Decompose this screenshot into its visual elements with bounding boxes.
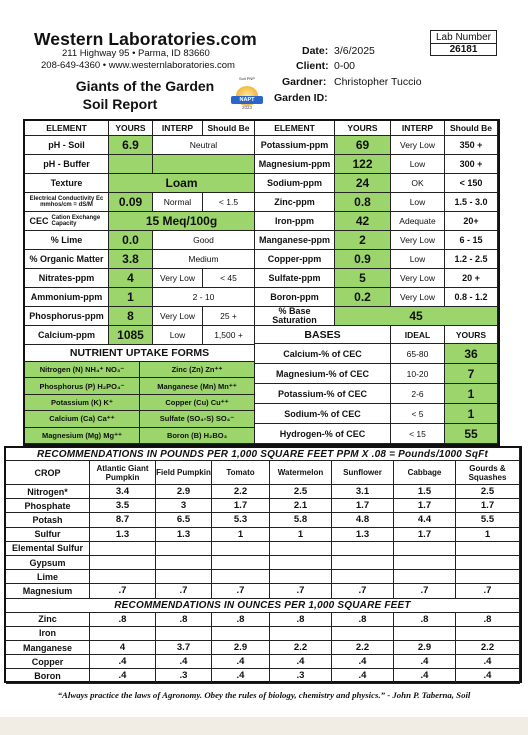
lbs-row-3-val-6: 1 [456,528,520,542]
crop-col-5: Cabbage [394,461,456,485]
garden-id-label: Garden ID: [274,92,328,104]
right-row-8-yours: 0.2 [335,288,391,307]
right-row-3-interp: Low [391,193,445,212]
left-header-element: ELEMENT [25,121,109,136]
right-row-4-should: 20+ [445,212,498,231]
lbs-row-3-label: Sulfur [6,528,90,542]
left-row-5-interp: Good [153,231,255,250]
cec-subtext: Cation Exchange Capacity [51,214,101,227]
right-row-8-interp: Very Low [391,288,445,307]
lbs-row-7-val-3: .7 [270,584,332,598]
oz-row-2-val-4: 2.2 [332,641,394,655]
left-row-4-element [25,212,109,231]
left-row-3-interp: Normal [153,193,203,212]
oz-row-3-val-5: .4 [394,655,456,669]
oz-row-1-val-0 [90,627,156,641]
right-row-7-yours: 5 [335,269,391,288]
bases-row-0-ideal: 65-80 [391,344,445,364]
crop-col-1: Field Pumpkin [156,461,212,485]
lbs-row-2-label: Potash [6,513,90,527]
left-row-10-interp: Low [153,326,203,345]
oz-row-3-val-0: .4 [90,655,156,669]
lbs-row-1-val-0: 3.5 [90,499,156,513]
right-row-5-should: 6 - 15 [445,231,498,250]
right-row-9-element: % Base Saturation [255,307,335,326]
oz-row-2-val-6: 2.2 [456,641,520,655]
lbs-row-4-val-0 [90,542,156,556]
lbs-row-2-val-2: 5.3 [212,513,270,527]
oz-row-1-val-3 [270,627,332,641]
crop-col-0: Atlantic Giant Pumpkin [90,461,156,485]
gardner-value: Christopher Tuccio [334,76,422,88]
pounds-recommendation-title: RECOMMENDATIONS IN POUNDS PER 1,000 SQUARE FEET PPM X .08 = Pounds/1000 SqFt [6,448,520,461]
oz-row-0-val-1: .8 [156,613,212,627]
right-row-0-should: 350 + [445,136,498,155]
lbs-row-2-val-0: 8.7 [90,513,156,527]
lbs-row-5-val-5 [394,556,456,570]
left-row-9-yours: 8 [109,307,153,326]
cec-prefix: CEC [29,216,49,226]
bases-row-0-label: Calcium-% of CEC [255,344,391,364]
uptake-row-0-right: Zinc (Zn) Zn⁺⁺ [140,362,255,378]
right-row-2-interp: OK [391,174,445,193]
lbs-row-1-val-5: 1.7 [394,499,456,513]
lbs-row-0-val-5: 1.5 [394,485,456,499]
right-row-1-should: 300 + [445,155,498,174]
lbs-row-6-val-1 [156,570,212,584]
lbs-row-3-val-0: 1.3 [90,528,156,542]
oz-row-3-val-3: .4 [270,655,332,669]
left-row-3-should: < 1.5 [203,193,255,212]
agronomy-quote: “Always practice the laws of Agronomy. Obey the rules of biology, chemistry and physics.” - John P. Taberna, Soil [57,690,471,700]
lbs-row-6-val-3 [270,570,332,584]
lbs-row-7-val-4: .7 [332,584,394,598]
client-label: Client: [296,60,329,72]
client-value: 0-00 [334,60,356,72]
lbs-row-7-val-0: .7 [90,584,156,598]
bases-title: BASES [255,326,391,344]
left-row-10-yours: 1085 [109,326,153,345]
right-row-4-interp: Adequate [391,212,445,231]
left-row-6-element: % Organic Matter [25,250,109,269]
right-row-7-should: 20 + [445,269,498,288]
lbs-row-0-val-1: 2.9 [156,485,212,499]
left-header-interp: INTERP [153,121,203,136]
oz-row-0-val-5: .8 [394,613,456,627]
left-row-8-yours: 1 [109,288,153,307]
crop-col-2: Tomato [212,461,270,485]
right-header-should: Should Be [445,121,498,136]
left-row-7-element: Nitrates-ppm [25,269,109,288]
uptake-row-2-left: Potassium (K) K⁺ [25,395,140,411]
oz-row-0-label: Zinc [6,613,90,627]
lbs-row-2-val-5: 4.4 [394,513,456,527]
lbs-row-4-val-3 [270,542,332,556]
uptake-row-3-left: Calcium (Ca) Ca⁺⁺ [25,411,140,427]
lbs-row-3-val-2: 1 [212,528,270,542]
lbs-row-7-val-6: .7 [456,584,520,598]
lbs-row-4-val-5 [394,542,456,556]
crop-header: CROP [6,461,90,485]
left-row-9-should: 25 + [203,307,255,326]
left-row-0-yours: 6.9 [109,136,153,155]
left-row-3-element: Electrical Conductivity Ec mmhos/cm = dS/M [25,193,109,212]
texture-value: Loam [109,174,255,193]
bases-row-2-label: Potassium-% of CEC [255,384,391,404]
napt-logo [227,76,267,112]
crop-col-4: Sunflower [332,461,394,485]
right-row-1-yours: 122 [335,155,391,174]
oz-row-0-val-4: .8 [332,613,394,627]
right-row-7-element: Sulfate-ppm [255,269,335,288]
lbs-row-2-val-3: 5.8 [270,513,332,527]
oz-row-0-val-3: .8 [270,613,332,627]
oz-row-3-val-4: .4 [332,655,394,669]
oz-row-2-val-2: 2.9 [212,641,270,655]
lbs-row-1-label: Phosphate [6,499,90,513]
right-row-5-interp: Very Low [391,231,445,250]
cec-value: 15 Meq/100g [109,212,255,231]
uptake-row-0-left: Nitrogen (N) NH₄⁺ NO₃⁻ [25,362,140,378]
oz-row-3-label: Copper [6,655,90,669]
right-row-3-yours: 0.8 [335,193,391,212]
right-row-5-yours: 2 [335,231,391,250]
oz-row-2-val-1: 3.7 [156,641,212,655]
ounces-recommendation-title: RECOMMENDATIONS IN OUNCES PER 1,000 SQUARE FEET [6,599,520,613]
right-row-0-yours: 69 [335,136,391,155]
left-row-8-element: Ammonium-ppm [25,288,109,307]
lbs-row-1-val-2: 1.7 [212,499,270,513]
lbs-row-6-val-6 [456,570,520,584]
bases-row-3-yours: 1 [445,404,498,424]
uptake-row-1-left: Phosphorus (P) H₂PO₄⁻ [25,378,140,394]
right-row-5-element: Manganese-ppm [255,231,335,250]
bases-row-1-yours: 7 [445,364,498,384]
report-title-line1: Giants of the Garden [75,78,215,94]
uptake-row-3-right: Sulfate (SO₄-S) SO₄⁻ [140,411,255,427]
oz-row-3-val-2: .4 [212,655,270,669]
bases-row-1-label: Magnesium-% of CEC [255,364,391,384]
lbs-row-0-val-6: 2.5 [456,485,520,499]
oz-row-0-val-0: .8 [90,613,156,627]
oz-row-1-label: Iron [6,627,90,641]
lbs-row-0-val-3: 2.5 [270,485,332,499]
lbs-row-7-val-1: .7 [156,584,212,598]
right-row-0-element: Potassium-ppm [255,136,335,155]
right-row-7-interp: Very Low [391,269,445,288]
bases-yours-header: YOURS [445,326,498,344]
lbs-row-1-val-1: 3 [156,499,212,513]
gardner-label: Gardner: [282,76,327,88]
left-row-3-yours: 0.09 [109,193,153,212]
oz-row-1-val-1 [156,627,212,641]
date-value: 3/6/2025 [334,45,375,57]
left-row-7-interp: Very Low [153,269,203,288]
left-header-yours: YOURS [109,121,153,136]
uptake-row-4-right: Boron (B) H₂BO₃ [140,428,255,444]
left-row-1-yours [109,155,153,174]
lbs-row-1-val-6: 1.7 [456,499,520,513]
page-bottom-band [0,717,528,735]
left-row-0-interp: Neutral [153,136,255,155]
oz-row-2-val-5: 2.9 [394,641,456,655]
lbs-row-5-label: Gypsum [6,556,90,570]
bases-row-2-ideal: 2-6 [391,384,445,404]
oz-row-3-val-6: .4 [456,655,520,669]
left-row-10-element: Calcium-ppm [25,326,109,345]
lbs-row-5-val-1 [156,556,212,570]
soil-analysis-grid [23,119,500,446]
date-label: Date: [302,45,329,57]
oz-row-3-val-1: .4 [156,655,212,669]
logo-caption: Soil PNP [238,76,255,81]
lbs-row-5-val-6 [456,556,520,570]
lbs-row-3-val-3: 1 [270,528,332,542]
oz-row-0-val-6: .8 [456,613,520,627]
bases-row-0-yours: 36 [445,344,498,364]
lbs-row-5-val-4 [332,556,394,570]
oz-row-4-val-3: .3 [270,669,332,683]
left-row-1-interp [153,155,255,174]
lab-number-value: 26181 [449,44,478,55]
report-title-line2: Soil Report [82,96,158,112]
bases-row-4-ideal: < 15 [391,424,445,444]
lbs-row-5-val-0 [90,556,156,570]
right-row-6-element: Copper-ppm [255,250,335,269]
left-row-10-should: 1,500 + [203,326,255,345]
bases-row-2-yours: 1 [445,384,498,404]
oz-row-1-val-6 [456,627,520,641]
uptake-row-1-right: Manganese (Mn) Mn⁺⁺ [140,378,255,394]
bases-row-3-label: Sodium-% of CEC [255,404,391,424]
lbs-row-3-val-1: 1.3 [156,528,212,542]
lbs-row-6-label: Lime [6,570,90,584]
left-row-2-element: Texture [25,174,109,193]
oz-row-4-val-0: .4 [90,669,156,683]
bases-row-4-yours: 55 [445,424,498,444]
left-row-7-should: < 45 [203,269,255,288]
oz-row-4-val-1: .3 [156,669,212,683]
left-row-6-yours: 3.8 [109,250,153,269]
logo-year: 2023 [241,105,252,110]
left-row-6-interp: Medium [153,250,255,269]
right-row-6-yours: 0.9 [335,250,391,269]
lbs-row-5-val-2 [212,556,270,570]
left-header-should: Should Be [203,121,255,136]
left-row-9-element: Phosphorus-ppm [25,307,109,326]
oz-row-4-val-5: .4 [394,669,456,683]
right-header-element: ELEMENT [255,121,335,136]
left-row-7-yours: 4 [109,269,153,288]
bases-row-1-ideal: 10-20 [391,364,445,384]
oz-row-1-val-2 [212,627,270,641]
lbs-row-5-val-3 [270,556,332,570]
lbs-row-3-val-5: 1.7 [394,528,456,542]
lbs-row-2-val-4: 4.8 [332,513,394,527]
bases-ideal-header: IDEAL [391,326,445,344]
nutrient-uptake-title: NUTRIENT UPTAKE FORMS [25,345,255,362]
right-row-2-element: Sodium-ppm [255,174,335,193]
lbs-row-1-val-4: 1.7 [332,499,394,513]
lbs-row-2-val-1: 6.5 [156,513,212,527]
lbs-row-4-val-1 [156,542,212,556]
lbs-row-4-label: Elemental Sulfur [6,542,90,556]
right-row-6-should: 1.2 - 2.5 [445,250,498,269]
lbs-row-0-label: Nitrogen* [6,485,90,499]
oz-row-4-val-2: .4 [212,669,270,683]
lab-number-label: Lab Number [431,31,496,44]
oz-row-1-val-5 [394,627,456,641]
right-row-0-interp: Very Low [391,136,445,155]
right-row-3-element: Zinc-ppm [255,193,335,212]
oz-row-0-val-2: .8 [212,613,270,627]
company-address: 211 Highway 95 • Parma, ID 83660 [62,48,210,59]
left-row-9-interp: Very Low [153,307,203,326]
right-row-8-element: Boron-ppm [255,288,335,307]
right-row-4-element: Iron-ppm [255,212,335,231]
oz-row-2-label: Manganese [6,641,90,655]
uptake-row-4-left: Magnesium (Mg) Mg⁺⁺ [25,428,140,444]
lbs-row-4-val-4 [332,542,394,556]
lbs-row-4-val-6 [456,542,520,556]
company-phone-web: 208-649-4360 • www.westernlaboratories.com [41,60,235,71]
right-row-1-element: Magnesium-ppm [255,155,335,174]
right-row-1-interp: Low [391,155,445,174]
oz-row-2-val-3: 2.2 [270,641,332,655]
lbs-row-7-val-2: .7 [212,584,270,598]
lbs-row-6-val-2 [212,570,270,584]
lbs-row-6-val-5 [394,570,456,584]
oz-row-4-val-4: .4 [332,669,394,683]
lbs-row-3-val-4: 1.3 [332,528,394,542]
lab-number-box [430,30,497,56]
lbs-row-7-val-5: .7 [394,584,456,598]
left-row-0-element: pH - Soil [25,136,109,155]
company-name: Western Laboratories.com [34,29,257,49]
oz-row-4-label: Boron [6,669,90,683]
crop-col-6: Gourds & Squashes [456,461,520,485]
lbs-row-0-val-2: 2.2 [212,485,270,499]
oz-row-4-val-6: .4 [456,669,520,683]
right-header-interp: INTERP [391,121,445,136]
right-row-2-should: < 150 [445,174,498,193]
right-row-2-yours: 24 [335,174,391,193]
right-row-8-should: 0.8 - 1.2 [445,288,498,307]
left-row-5-element: % Lime [25,231,109,250]
right-header-yours: YOURS [335,121,391,136]
lbs-row-0-val-4: 3.1 [332,485,394,499]
lbs-row-6-val-4 [332,570,394,584]
lbs-row-4-val-2 [212,542,270,556]
oz-row-2-val-0: 4 [90,641,156,655]
left-row-8-interp: 2 - 10 [153,288,255,307]
right-row-3-should: 1.5 - 3.0 [445,193,498,212]
lbs-row-0-val-0: 3.4 [90,485,156,499]
left-row-1-element: pH - Buffer [25,155,109,174]
logo-ribbon: NAPT [231,96,263,104]
left-row-5-yours: 0.0 [109,231,153,250]
lbs-row-6-val-0 [90,570,156,584]
recommendations-grid [4,446,522,683]
bases-row-3-ideal: < 5 [391,404,445,424]
lbs-row-7-label: Magnesium [6,584,90,598]
bases-row-4-label: Hydrogen-% of CEC [255,424,391,444]
crop-col-3: Watermelon [270,461,332,485]
right-row-4-yours: 42 [335,212,391,231]
oz-row-1-val-4 [332,627,394,641]
base-saturation-value: 45 [335,307,498,326]
right-row-6-interp: Low [391,250,445,269]
lbs-row-2-val-6: 5.5 [456,513,520,527]
uptake-row-2-right: Copper (Cu) Cu⁺⁺ [140,395,255,411]
lbs-row-1-val-3: 2.1 [270,499,332,513]
